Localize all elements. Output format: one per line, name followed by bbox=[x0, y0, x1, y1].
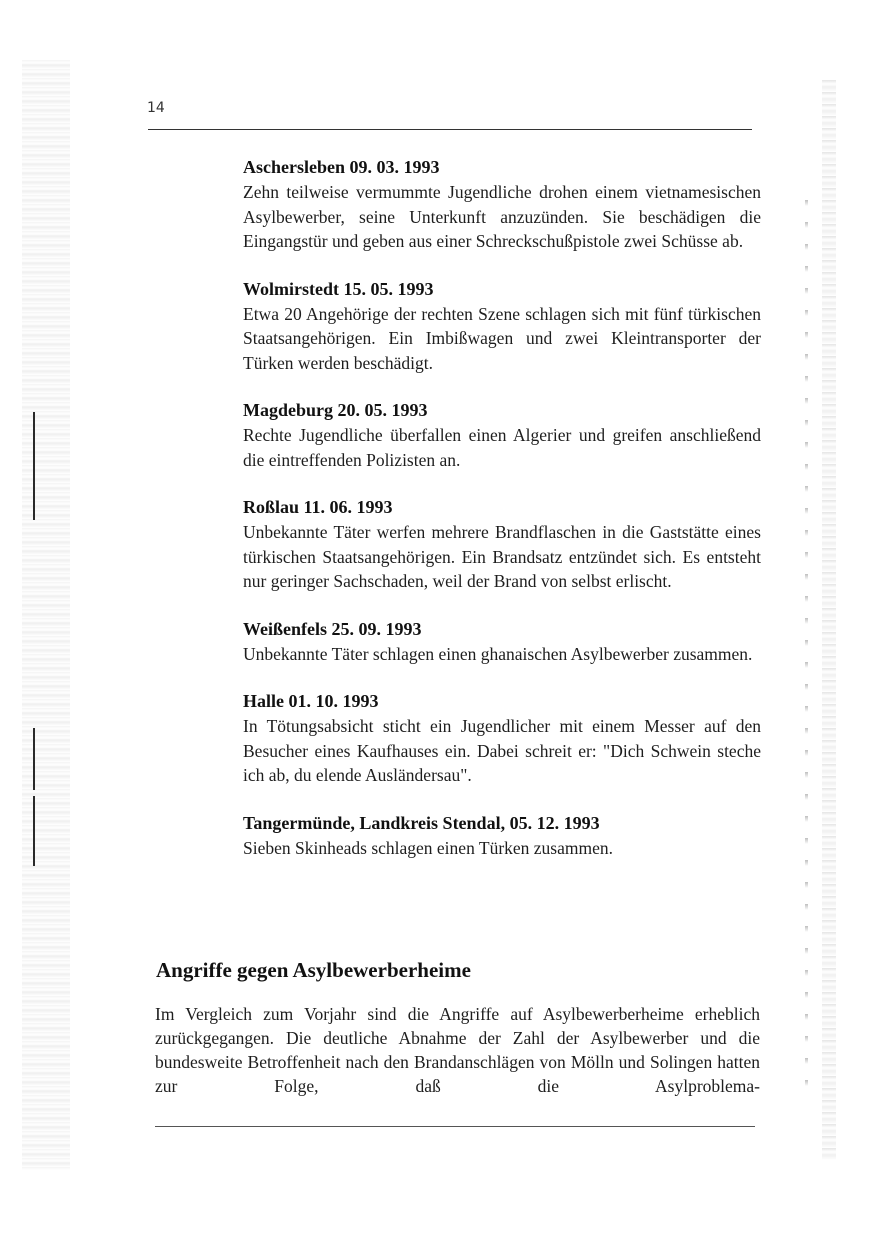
scan-shadow-right bbox=[822, 80, 836, 1160]
section-heading: Angriffe gegen Asylbewerberheime bbox=[156, 958, 471, 982]
incident-text: In Tötungsabsicht sticht ein Jugendlicher mit einem Messer auf den Besucher eines Kaufhauses ein. Dabei schreit er: "Dich Schwein steche ich ab, du elende Ausländersau". bbox=[243, 716, 761, 785]
margin-bar bbox=[33, 412, 35, 520]
incident-title: Roßlau 11. 06. 1993 bbox=[243, 497, 393, 517]
incident-entry bbox=[243, 617, 761, 667]
incident-text: Rechte Jugendliche überfallen einen Algerier und greifen anschließend die eintreffenden Polizisten an. bbox=[243, 425, 761, 470]
incident-text: Unbekannte Täter schlagen einen ghanaischen Asylbewerber zusammen. bbox=[243, 643, 753, 664]
incident-entry bbox=[243, 495, 761, 594]
incident-title: Magdeburg 20. 05. 1993 bbox=[243, 400, 428, 420]
header-rule bbox=[148, 129, 752, 130]
incident-list bbox=[243, 155, 761, 883]
scan-mark-right bbox=[805, 200, 808, 1100]
incident-title: Weißenfels 25. 09. 1993 bbox=[243, 618, 422, 639]
incident-title: Halle 01. 10. 1993 bbox=[243, 691, 379, 711]
margin-bar bbox=[33, 728, 35, 790]
incident-entry bbox=[243, 155, 761, 254]
incident-entry bbox=[243, 398, 761, 472]
incident-title: Tangermünde, Landkreis Stendal, 05. 12. 1993 bbox=[243, 812, 600, 833]
incident-text: Zehn teilweise vermummte Jugendliche drohen einem vietnamesischen Asylbewerber, seine Unterkunft anzuzünden. Sie beschädigen die Eingangstür und geben aus einer Schreckschußpistole zwei Schüsse ab. bbox=[243, 182, 761, 251]
incident-entry bbox=[243, 811, 761, 861]
margin-bar bbox=[33, 796, 35, 866]
body-paragraph: Im Vergleich zum Vorjahr sind die Angriffe auf Asylbewerberheime erheblich zurückgegangen. Die deutliche Abnahme der Zahl der Asylbewerber und die bundesweite Betroffenheit nach den Brandanschlägen von Mölln und Solingen hatten zur Folge, daß die Asylproblema- bbox=[155, 1004, 760, 1096]
incident-text: Unbekannte Täter werfen mehrere Brandflaschen in die Gaststätte eines türkischen Staatsangehörigen. Ein Brandsatz entzündet sich. Es entsteht nur geringer Sachschaden, weil der Brand von selbst erlischt. bbox=[243, 522, 761, 591]
scan-shadow-left bbox=[22, 60, 70, 1170]
incident-text: Etwa 20 Angehörige der rechten Szene schlagen sich mit fünf türkischen Staatsangehörigen. Ein Imbißwagen und zwei Kleintransporter der Türken werden beschädigt. bbox=[243, 303, 761, 373]
incident-text: Sieben Skinheads schlagen einen Türken zusammen. bbox=[243, 837, 613, 858]
incident-title: Aschersleben 09. 03. 1993 bbox=[243, 157, 440, 177]
incident-entry bbox=[243, 689, 761, 788]
incident-entry bbox=[243, 277, 761, 376]
incident-title: Wolmirstedt 15. 05. 1993 bbox=[243, 278, 434, 299]
page-number: 14 bbox=[147, 100, 165, 116]
footer-rule bbox=[155, 1126, 755, 1127]
